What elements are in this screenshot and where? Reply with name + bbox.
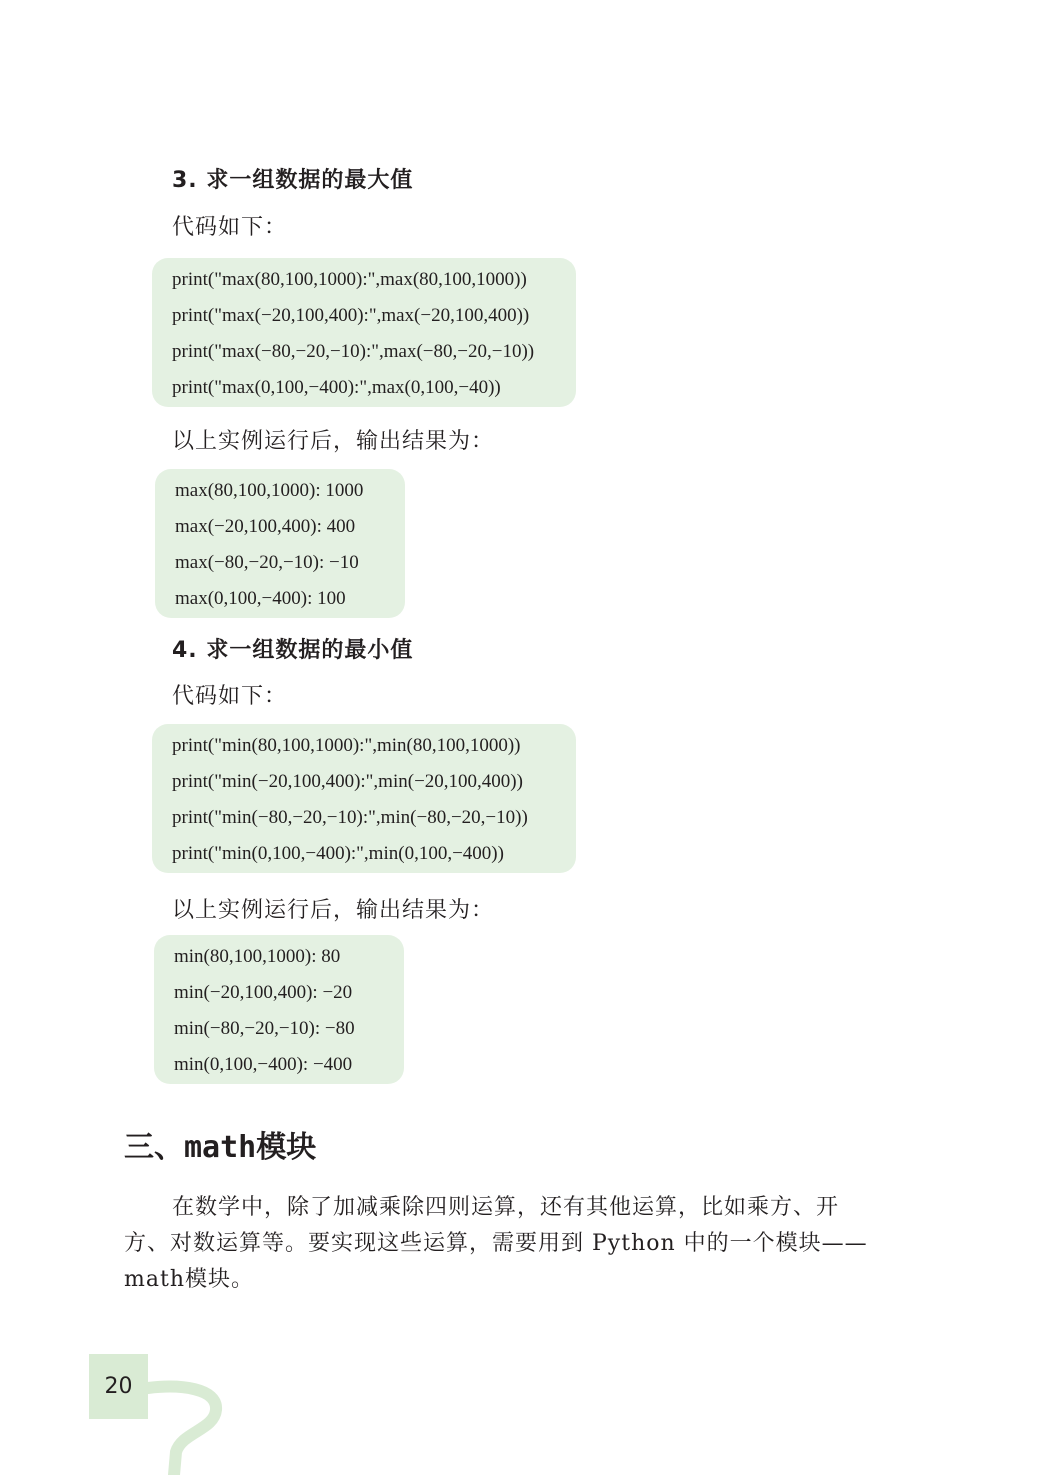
paragraph-line: 在数学中，除了加减乘除四则运算，还有其他运算，比如乘方、开 — [172, 1195, 840, 1220]
output-line: min(−20,100,400): −20 — [174, 982, 353, 1003]
section4-heading: 4. 求一组数据的最小值 — [172, 638, 414, 663]
math-title-suffix: 模块 — [256, 1130, 317, 1165]
code-line: print("min(80,100,1000):",min(80,100,1000)) — [172, 735, 521, 756]
output-line: max(0,100,−400): 100 — [175, 588, 346, 609]
code-line: print("max(0,100,−400):",max(0,100,−40)) — [172, 377, 501, 398]
output-line: min(−80,−20,−10): −80 — [174, 1018, 355, 1039]
code-line: print("min(0,100,−400):",min(0,100,−400)) — [172, 843, 504, 864]
section3-output-block — [155, 469, 405, 618]
section4-result-intro: 以上实例运行后，输出结果为： — [172, 898, 495, 923]
paragraph-line: math模块。 — [124, 1267, 254, 1292]
section3-code-block — [152, 258, 576, 407]
math-title-mono: math — [184, 1130, 257, 1165]
math-title-prefix: 三、 — [124, 1130, 184, 1165]
question-hook-icon — [140, 1380, 230, 1475]
code-line: print("max(−80,−20,−10):",max(−80,−20,−10)) — [172, 341, 535, 362]
output-line: min(80,100,1000): 80 — [174, 946, 341, 967]
section4-output-block — [154, 935, 404, 1084]
code-line: print("max(−20,100,400):",max(−20,100,400)) — [172, 305, 530, 326]
output-line: max(80,100,1000): 1000 — [175, 480, 364, 501]
paragraph-line: 方、对数运算等。要实现这些运算，需要用到 Python 中的一个模块—— — [124, 1231, 868, 1256]
code-line: print("min(−80,−20,−10):",min(−80,−20,−10)) — [172, 807, 528, 828]
section3-result-intro: 以上实例运行后，输出结果为： — [172, 429, 495, 454]
code-line: print("max(80,100,1000):",max(80,100,1000)) — [172, 269, 527, 290]
section3-heading: 3. 求一组数据的最大值 — [172, 168, 414, 193]
page-number: 20 — [104, 1374, 133, 1399]
math-paragraph — [124, 1190, 904, 1298]
math-section-title — [124, 1122, 316, 1166]
output-line: max(−20,100,400): 400 — [175, 516, 356, 537]
section4-code-block — [152, 724, 576, 873]
section3-code-intro: 代码如下： — [172, 215, 288, 240]
output-line: min(0,100,−400): −400 — [174, 1054, 353, 1075]
output-line: max(−80,−20,−10): −10 — [175, 552, 359, 573]
code-line: print("min(−20,100,400):",min(−20,100,400)) — [172, 771, 523, 792]
section4-code-intro: 代码如下： — [172, 684, 288, 709]
